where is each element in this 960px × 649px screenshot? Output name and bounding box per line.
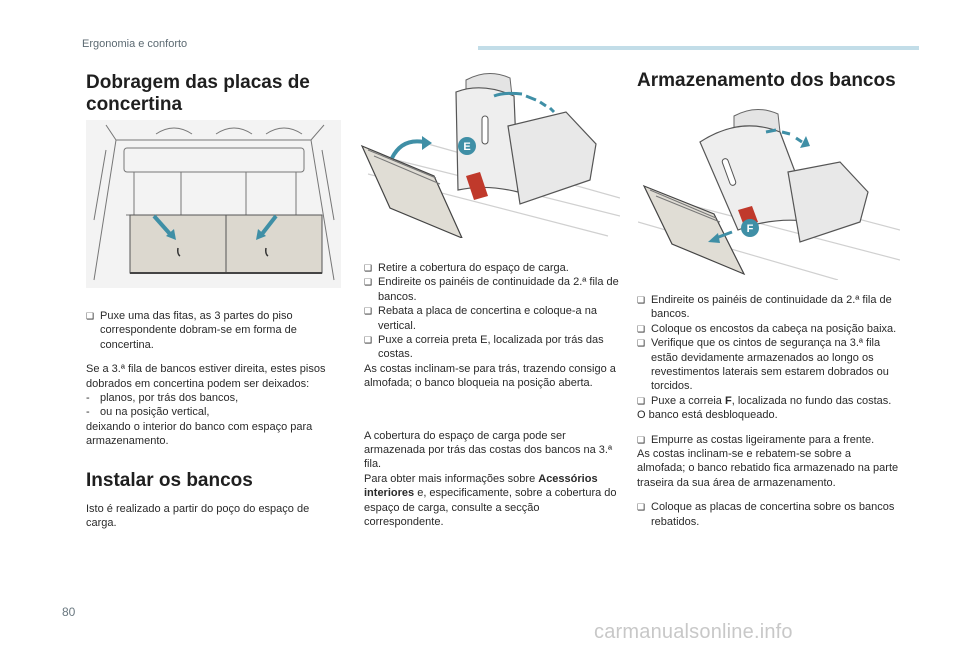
- ballot-box-icon: ❑: [637, 434, 646, 445]
- ballot-box-icon: ❑: [637, 395, 646, 406]
- bullet-place-plates: ❑ Coloque as placas de concertina sobre os bancos rebatidos.: [637, 501, 895, 528]
- dash-item-flat: - planos, por trás dos bancos,: [86, 392, 239, 405]
- illustration-seat-strap-e: [358, 66, 620, 238]
- illustration-seat-strap-f: [638, 102, 900, 280]
- bullet-pull-strap-f: ❑ Puxe a correia F, localizada no fundo das costas.: [637, 394, 892, 407]
- bullet-headrests-low: ❑ Coloque os encostos da cabeça na posição baixa.: [637, 322, 897, 335]
- title-seat-storage: Armazenamento dos bancos: [637, 70, 896, 91]
- dash-item-vertical: - ou na posição vertical,: [86, 406, 210, 419]
- ballot-box-icon: ❑: [637, 338, 646, 349]
- para-unlocked: O banco está desbloqueado.: [637, 409, 778, 422]
- ballot-box-icon: ❑: [364, 263, 373, 273]
- section-header: Ergonomia e conforto: [82, 38, 188, 50]
- ballot-box-icon: ❑: [637, 502, 646, 513]
- title-line-2: concertina: [86, 94, 183, 115]
- label-f: F: [746, 223, 754, 235]
- ballot-box-icon: ❑: [637, 323, 646, 334]
- para-more-info: Para obter mais informações sobre Acessórios interiores e, especificamente, sobre a cobertura do espaço de carga, consulte a secção correspondente.: [364, 472, 617, 529]
- title-install-seats: Instalar os bancos: [86, 470, 253, 491]
- bullet-pull-strap-e: ❑ Puxe a correia preta E, localizada por trás das costas.: [364, 334, 604, 361]
- page-number: 80: [62, 605, 76, 619]
- left-column-text: [86, 309, 341, 449]
- para-folded-stored: As costas inclinam-se e rebatem-se sobre a almofada; o banco rebatido fica armazenado na parte traseira da sua área de armazenamento.: [637, 448, 899, 489]
- watermark: carmanualsonline.info: [594, 621, 793, 643]
- para-cargo-well: Isto é realizado a partir do poço do espaço de carga.: [86, 503, 310, 530]
- bullet-straighten-panels: ❑ Endireite os painéis de continuidade da 2.ª fila de bancos.: [364, 276, 619, 303]
- bullet-fold-plate: ❑ Rebata a placa de concertina e coloque-a na vertical.: [364, 305, 597, 332]
- para-storage-space: deixando o interior do banco com espaço para armazenamento.: [86, 420, 313, 448]
- title-accordion-folding: [86, 72, 310, 116]
- bullet-check-belts: ❑ Verifique que os cintos de segurança na 3.ª fila estão devidamente armazenados ao longo os revestimentos laterais sem estarem dobrados ou torcidos.: [637, 337, 889, 393]
- bullet-pull-strap: ❑ Puxe uma das fitas, as 3 partes do piso correspondente dobram-se em forma de concertina.: [86, 310, 297, 351]
- ballot-box-icon: ❑: [364, 335, 373, 346]
- para-cover-storage: A cobertura do espaço de carga pode ser armazenada por trás das costas dos bancos na 3.ª fila.: [364, 429, 613, 471]
- ballot-box-icon: ❑: [637, 295, 646, 305]
- ballot-box-icon: ❑: [86, 311, 95, 321]
- ballot-box-icon: ❑: [364, 306, 373, 317]
- right-column-text: [637, 293, 902, 529]
- label-e: E: [463, 141, 471, 153]
- header-accent-bar: [478, 46, 919, 50]
- link-interior-accessories: Acessórios interiores: [364, 472, 598, 500]
- ballot-box-icon: ❑: [364, 277, 373, 288]
- middle-column-text: [364, 261, 619, 530]
- illustration-cargo-floor: [86, 120, 341, 288]
- para-third-row: Se a 3.ª fila de bancos estiver direita, estes pisos dobrados em concertina podem ser deixados:: [86, 363, 326, 390]
- bullet-straighten-panels-2: ❑ Endireite os painéis de continuidade da 2.ª fila de bancos.: [637, 294, 892, 321]
- bullet-push-backrest: ❑ Empurre as costas ligeiramente para a frente.: [637, 433, 875, 446]
- para-backrest-tilt: As costas inclinam-se para trás, trazendo consigo a almofada; o banco bloqueia na posição aberta.: [364, 362, 616, 390]
- bullet-remove-cover: ❑ Retire a cobertura do espaço de carga.: [364, 262, 569, 274]
- title-line-1: Dobragem das placas de: [86, 72, 310, 93]
